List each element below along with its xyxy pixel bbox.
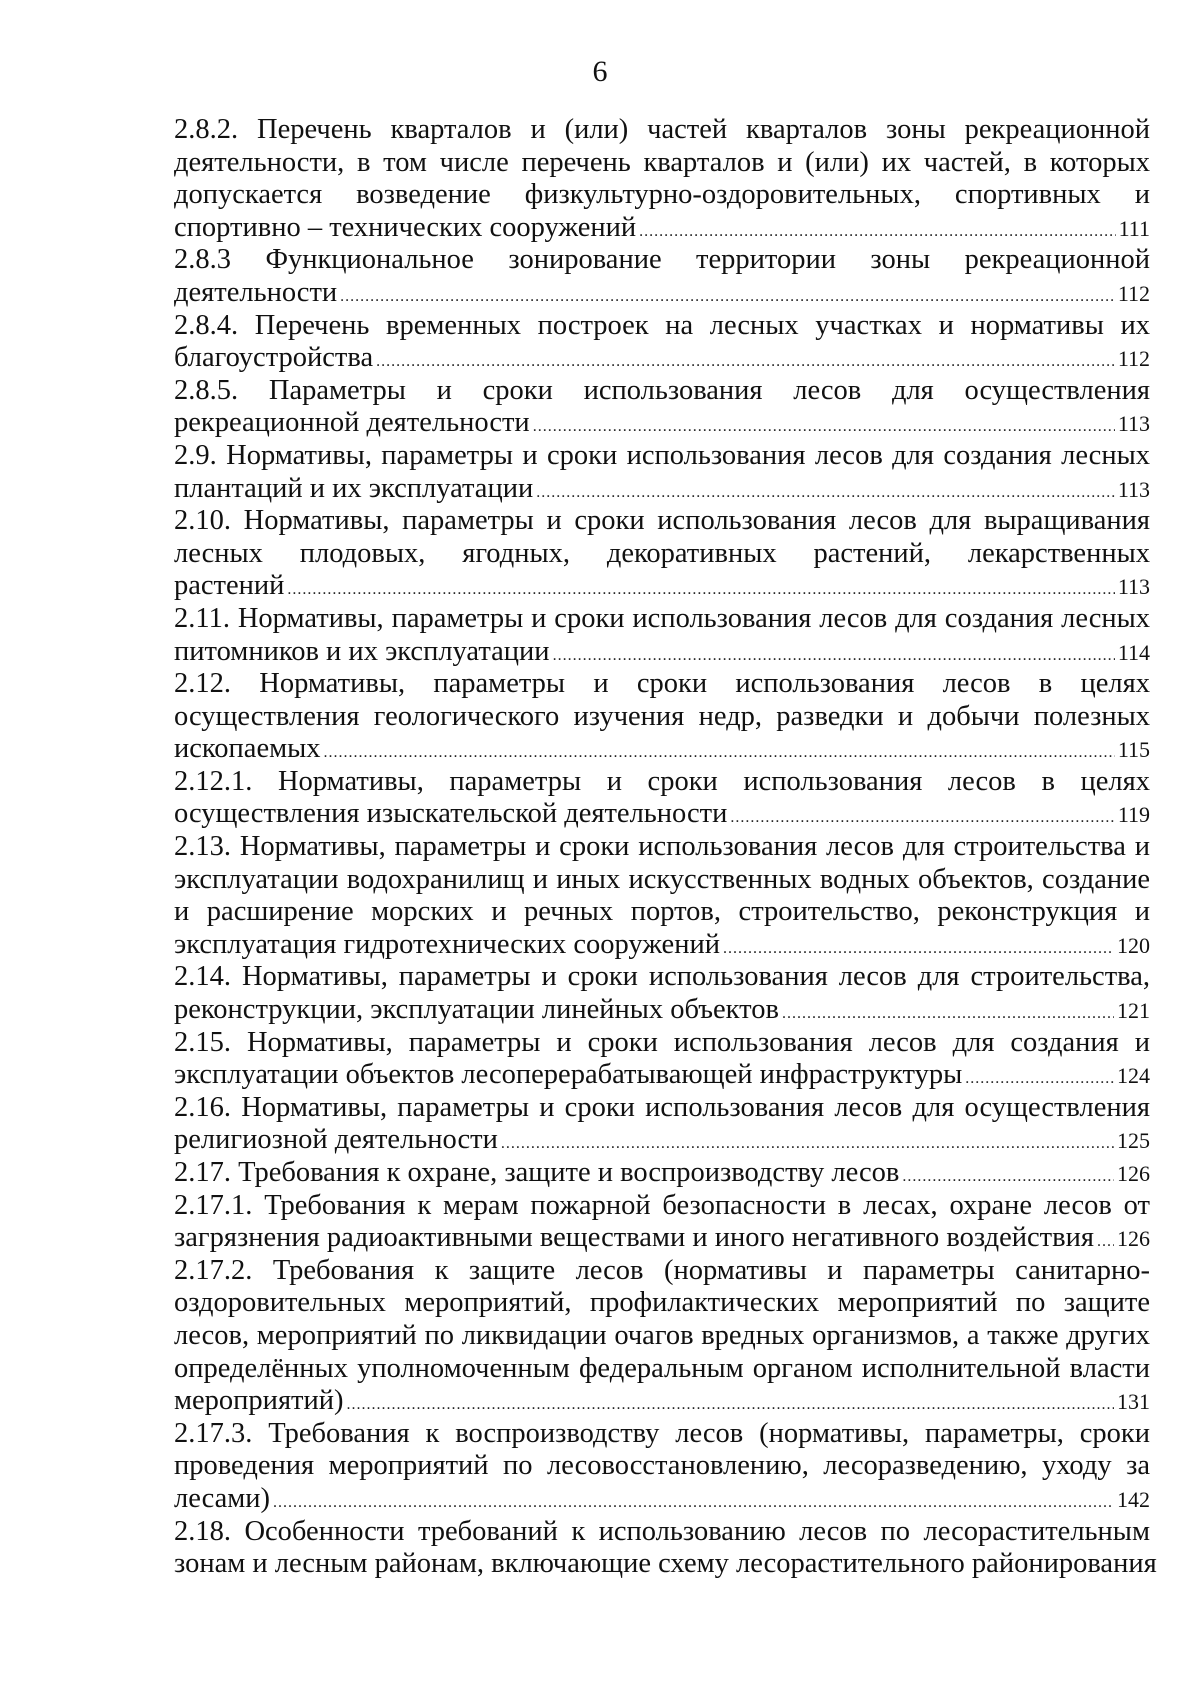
toc-entry bbox=[174, 603, 1150, 668]
toc-entry-text: деятельности bbox=[174, 276, 338, 308]
toc-page-number: 114 bbox=[1117, 639, 1150, 665]
toc-entry-line: 2.8.3 Функциональное зонирование территории зоны рекреационной bbox=[174, 244, 1150, 276]
toc-page-number: 142 bbox=[1117, 1486, 1150, 1512]
toc-entry-text: реконструкции, эксплуатации линейных объектов bbox=[174, 994, 779, 1026]
toc-entry-line: 2.11. Нормативы, параметры и сроки использования лесов для создания лесных bbox=[174, 602, 1150, 634]
toc-entry-text: ископаемых bbox=[174, 733, 321, 765]
toc-entry bbox=[174, 1027, 1150, 1092]
toc-entry bbox=[174, 831, 1150, 961]
toc-entry-text: лесами) bbox=[174, 1482, 271, 1514]
toc-entry-text: плантаций и их эксплуатации bbox=[174, 472, 534, 504]
toc-entry-text: религиозной деятельности bbox=[174, 1124, 498, 1156]
toc-entry bbox=[174, 961, 1150, 1026]
toc-entry-line: и расширение морских и речных портов, строительство, реконструкция и bbox=[174, 896, 1150, 928]
toc-entry-line: 2.17.1. Требования к мерам пожарной безопасности в лесах, охране лесов от bbox=[174, 1189, 1150, 1221]
toc-entry-last-line bbox=[174, 570, 1150, 603]
toc-entry bbox=[174, 1190, 1150, 1255]
toc-entry-last-line bbox=[174, 342, 1150, 375]
toc-page-number: 125 bbox=[1117, 1128, 1150, 1154]
toc-entry bbox=[174, 244, 1150, 309]
toc-entry-line: осуществления геологического изучения недр, разведки и добычи полезных bbox=[174, 700, 1150, 732]
toc-entry-line: допускается возведение физкультурно-оздоровительных, спортивных и bbox=[174, 179, 1150, 211]
toc-entry-last-line bbox=[174, 733, 1150, 766]
toc-entry-last-line bbox=[174, 277, 1150, 310]
toc-entry-last-line bbox=[174, 1385, 1150, 1418]
toc-page-number: 112 bbox=[1117, 346, 1150, 372]
toc-entry-line: деятельности, в том числе перечень кварталов и (или) их частей, в которых bbox=[174, 146, 1150, 178]
toc-page-number: 120 bbox=[1117, 932, 1150, 958]
toc-entry bbox=[174, 375, 1150, 440]
toc-page-number: 113 bbox=[1117, 476, 1150, 502]
toc-entry-last-line bbox=[174, 473, 1150, 506]
toc-entry-line: 2.14. Нормативы, параметры и сроки использования лесов для строительства, bbox=[174, 961, 1150, 993]
toc-entry-line: лесных плодовых, ягодных, декоративных растений, лекарственных bbox=[174, 537, 1150, 569]
dot-leader bbox=[347, 1389, 1115, 1422]
toc-entry-text: загрязнения радиоактивными веществами и иного негативного воздействия bbox=[174, 1222, 1094, 1254]
toc-entry-last-line bbox=[174, 798, 1150, 831]
toc-page-number: 126 bbox=[1117, 1226, 1150, 1252]
toc-entry bbox=[174, 310, 1150, 375]
dot-leader bbox=[782, 998, 1114, 1031]
toc-entry-line: 2.15. Нормативы, параметры и сроки использования лесов для создания и bbox=[174, 1026, 1150, 1058]
toc-page-number: 115 bbox=[1117, 737, 1150, 763]
toc-page-number: 111 bbox=[1118, 215, 1150, 241]
toc-entry-line: 2.17.3. Требования к воспроизводству лесов (нормативы, параметры, сроки bbox=[174, 1417, 1150, 1449]
toc-entry-last-line bbox=[174, 407, 1150, 440]
toc-entry bbox=[174, 114, 1150, 244]
toc-entry-line: лесов, мероприятий по ликвидации очагов вредных организмов, а также других bbox=[174, 1319, 1150, 1351]
toc-entry-text: эксплуатация гидротехнических сооружений bbox=[174, 928, 720, 960]
toc-entry-last-line bbox=[174, 994, 1150, 1027]
toc-entry-last-line bbox=[174, 1157, 1150, 1190]
toc-entry-line: 2.8.4. Перечень временных построек на лесных участках и нормативы их bbox=[174, 309, 1150, 341]
toc-entry-text: спортивно – технических сооружений bbox=[174, 211, 637, 243]
toc-entry-last-line bbox=[174, 1124, 1150, 1157]
toc-entry-line: 2.12.1. Нормативы, параметры и сроки использования лесов в целях bbox=[174, 765, 1150, 797]
toc-page-number: 113 bbox=[1117, 574, 1150, 600]
dot-leader bbox=[273, 1487, 1114, 1520]
toc-page-number: 126 bbox=[1117, 1161, 1150, 1186]
toc-entry-line: оздоровительных мероприятий, профилактических мероприятий по защите bbox=[174, 1287, 1150, 1319]
toc-page-number: 119 bbox=[1117, 802, 1150, 828]
dot-leader bbox=[1097, 1226, 1114, 1259]
toc-entry-last-line bbox=[174, 929, 1150, 962]
toc-entry-last-line bbox=[174, 1059, 1150, 1092]
toc-entry-text: рекреационной деятельности bbox=[174, 407, 530, 439]
dot-leader bbox=[340, 281, 1115, 314]
toc-entry bbox=[174, 668, 1150, 766]
toc-entry-text: растений bbox=[174, 570, 285, 602]
toc-entry-line: 2.17.2. Требования к защите лесов (нормативы и параметры санитарно- bbox=[174, 1254, 1150, 1286]
toc-entry bbox=[174, 1418, 1150, 1516]
toc-entry-last-line bbox=[174, 1222, 1150, 1255]
toc-entry-text: 2.17. Требования к охране, защите и воспроизводству лесов bbox=[174, 1157, 900, 1188]
toc-entry-line: 2.18. Особенности требований к использованию лесов по лесорастительным bbox=[174, 1515, 1150, 1547]
toc-page-number: 124 bbox=[1117, 1063, 1150, 1089]
toc-entry bbox=[174, 1157, 1150, 1190]
toc-entry-last-line bbox=[174, 1483, 1150, 1516]
toc-entry bbox=[174, 766, 1150, 831]
toc-entry-line: 2.12. Нормативы, параметры и сроки использования лесов в целях bbox=[174, 668, 1150, 700]
dot-leader bbox=[902, 1161, 1114, 1194]
toc-page-number: 112 bbox=[1117, 280, 1150, 306]
toc-entry-line: 2.13. Нормативы, параметры и сроки использования лесов для строительства и bbox=[174, 831, 1150, 863]
toc-entry-line: 2.8.2. Перечень кварталов и (или) частей кварталов зоны рекреационной bbox=[174, 114, 1150, 145]
toc-entry bbox=[174, 440, 1150, 505]
toc-entry-text: питомников и их эксплуатации bbox=[174, 635, 550, 667]
toc-entry-line: эксплуатации водохранилищ и иных искусственных водных объектов, создание bbox=[174, 863, 1150, 895]
dot-leader bbox=[376, 346, 1115, 379]
toc-entry-line: 2.16. Нормативы, параметры и сроки использования лесов для осуществления bbox=[174, 1091, 1150, 1123]
dot-leader bbox=[965, 1063, 1114, 1096]
toc-entry bbox=[174, 1515, 1157, 1581]
toc-entry-last-line bbox=[174, 212, 1150, 245]
toc-entry-last-line bbox=[174, 636, 1150, 669]
toc-page-number: 113 bbox=[1117, 411, 1150, 437]
toc-entry-line: 2.9. Нормативы, параметры и сроки использования лесов для создания лесных bbox=[174, 439, 1150, 471]
toc-entry-line: зонам и лесным районам, включающие схему лесорастительного районирования bbox=[174, 1548, 1157, 1580]
toc-entry-line: 2.10. Нормативы, параметры и сроки использования лесов для выращивания bbox=[174, 505, 1150, 537]
toc-entry-line: 2.8.5. Параметры и сроки использования лесов для осуществления bbox=[174, 374, 1150, 406]
page-number: 6 bbox=[592, 55, 608, 88]
dot-leader bbox=[324, 737, 1115, 770]
toc-page-number: 121 bbox=[1117, 998, 1150, 1024]
toc-entry-text: осуществления изыскательской деятельности bbox=[174, 798, 728, 830]
toc-entry bbox=[174, 505, 1150, 603]
toc-entry bbox=[174, 1255, 1150, 1418]
toc-entry-text: благоустройства bbox=[174, 342, 374, 374]
toc-entry bbox=[174, 1092, 1150, 1157]
toc-entry-line: определённых уполномоченным федеральным органом исполнительной власти bbox=[174, 1352, 1150, 1384]
toc-entry-text: эксплуатации объектов лесоперерабатывающей инфраструктуры bbox=[174, 1059, 963, 1091]
toc-entry-line: проведения мероприятий по лесовосстановлению, лесоразведению, уходу за bbox=[174, 1450, 1150, 1482]
table-of-contents bbox=[174, 114, 1157, 1581]
toc-entry-text: мероприятий) bbox=[174, 1385, 344, 1417]
toc-page-number: 131 bbox=[1117, 1389, 1150, 1415]
